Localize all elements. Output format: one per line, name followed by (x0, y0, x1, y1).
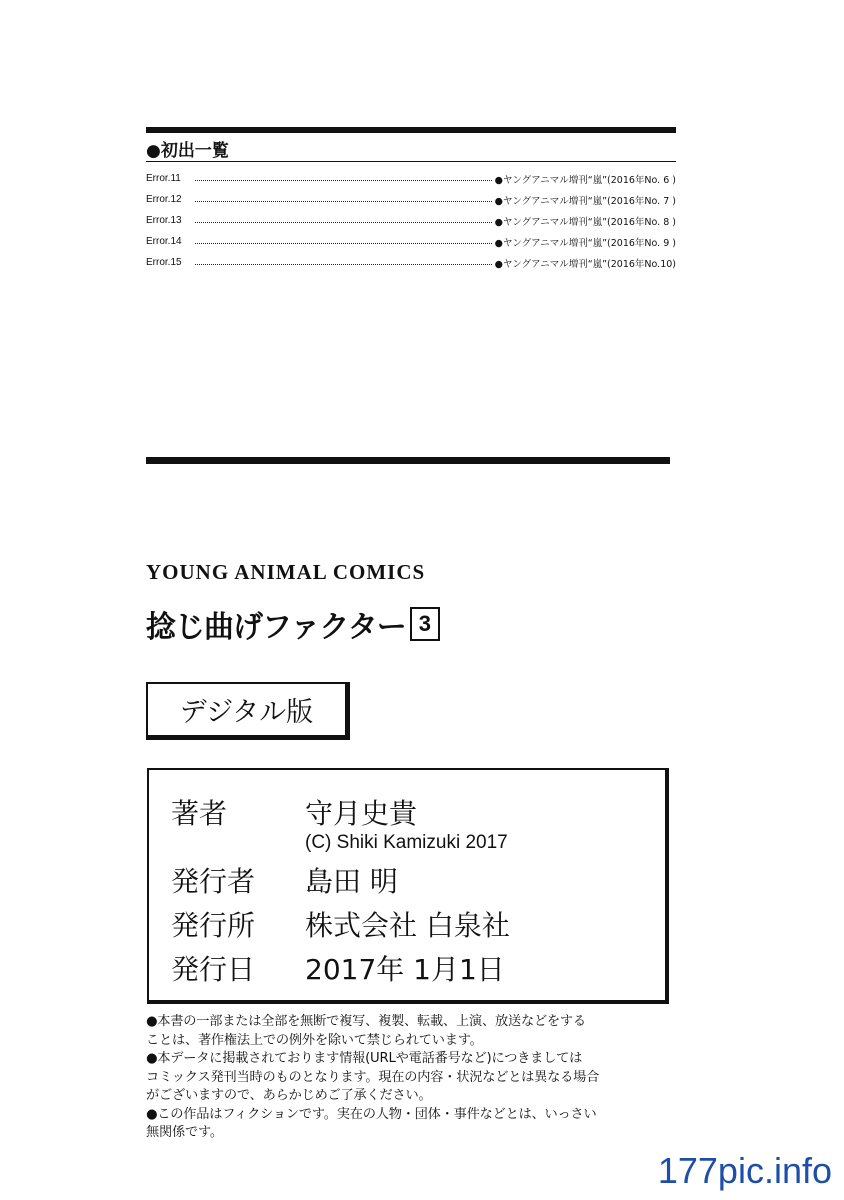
watermark-text: 177pic.info (657, 1150, 832, 1191)
date-row (171, 948, 505, 988)
first-publication-list (146, 168, 676, 273)
list-item (146, 210, 676, 231)
note-line: ●本書の一部または全部を無断で複写、複製、転載、上演、放送などをする (146, 1014, 586, 1029)
middle-rule (146, 457, 670, 464)
volume-number: 3 (410, 607, 440, 641)
list-item (146, 189, 676, 210)
leader-dots (195, 179, 492, 181)
leader-dots (195, 242, 492, 244)
publisher-person-row (171, 860, 398, 900)
publisher-label: 発行所 (171, 909, 256, 942)
note-line: ●この作品はフィクションです。実在の人物・団体・事件などとは、いっさい (146, 1106, 597, 1122)
publication-source: ●ヤングアニマル増刊“嵐”(2016年No.10) (494, 258, 676, 270)
publication-source: ●ヤングアニマル増刊“嵐”(2016年No. 8 ) (494, 216, 676, 228)
list-item (146, 252, 676, 273)
list-item (146, 231, 676, 252)
author-name: 守月史貴 (305, 797, 418, 830)
chapter-name: Error.11 (146, 173, 181, 184)
chapter-name: Error.12 (146, 194, 182, 205)
leader-dots (195, 200, 492, 202)
publisher-person-name: 島田 明 (305, 865, 398, 898)
author-row (171, 792, 417, 832)
copyright-notice: (C) Shiki Kamizuki 2017 (305, 832, 508, 853)
note-line: ことは、著作権法上での例外を除いて禁じられています。 (146, 1032, 483, 1048)
credits-box (147, 768, 669, 1004)
chapter-name: Error.13 (146, 215, 182, 226)
edition-label: デジタル版 (146, 682, 350, 740)
publication-date: 2017年 1月1日 (305, 953, 505, 986)
publisher-row (171, 904, 510, 944)
chapter-name: Error.15 (146, 257, 182, 268)
book-title: 捻じ曲げファクター (146, 610, 406, 645)
first-publication-heading: ●初出一覧 (146, 141, 229, 161)
legal-notes (146, 1013, 686, 1143)
publication-source: ●ヤングアニマル増刊“嵐”(2016年No. 7 ) (494, 195, 676, 207)
title-block (146, 602, 440, 646)
note-line: 無関係です。 (146, 1125, 223, 1140)
leader-dots (195, 221, 492, 223)
leader-dots (195, 263, 492, 265)
note-line: ●本データに掲載されております情報(URLや電話番号など)につきましては (146, 1051, 583, 1066)
top-rule (146, 127, 676, 133)
publisher-name: 株式会社 白泉社 (305, 909, 510, 942)
list-item (146, 168, 676, 189)
chapter-name: Error.14 (146, 236, 182, 247)
author-label: 著者 (171, 797, 228, 830)
note-line: がございますので、あらかじめご了承ください。 (146, 1088, 432, 1103)
note-line: コミックス発刊当時のものとなります。現在の内容・状況などとは異なる場合 (146, 1069, 600, 1085)
heading-underline (146, 161, 676, 162)
series-label: YOUNG ANIMAL COMICS (146, 560, 426, 584)
publisher-person-label: 発行者 (171, 865, 256, 898)
date-label: 発行日 (171, 953, 256, 986)
publication-source: ●ヤングアニマル増刊“嵐”(2016年No. 6 ) (494, 174, 676, 186)
publication-source: ●ヤングアニマル増刊“嵐”(2016年No. 9 ) (494, 237, 676, 249)
